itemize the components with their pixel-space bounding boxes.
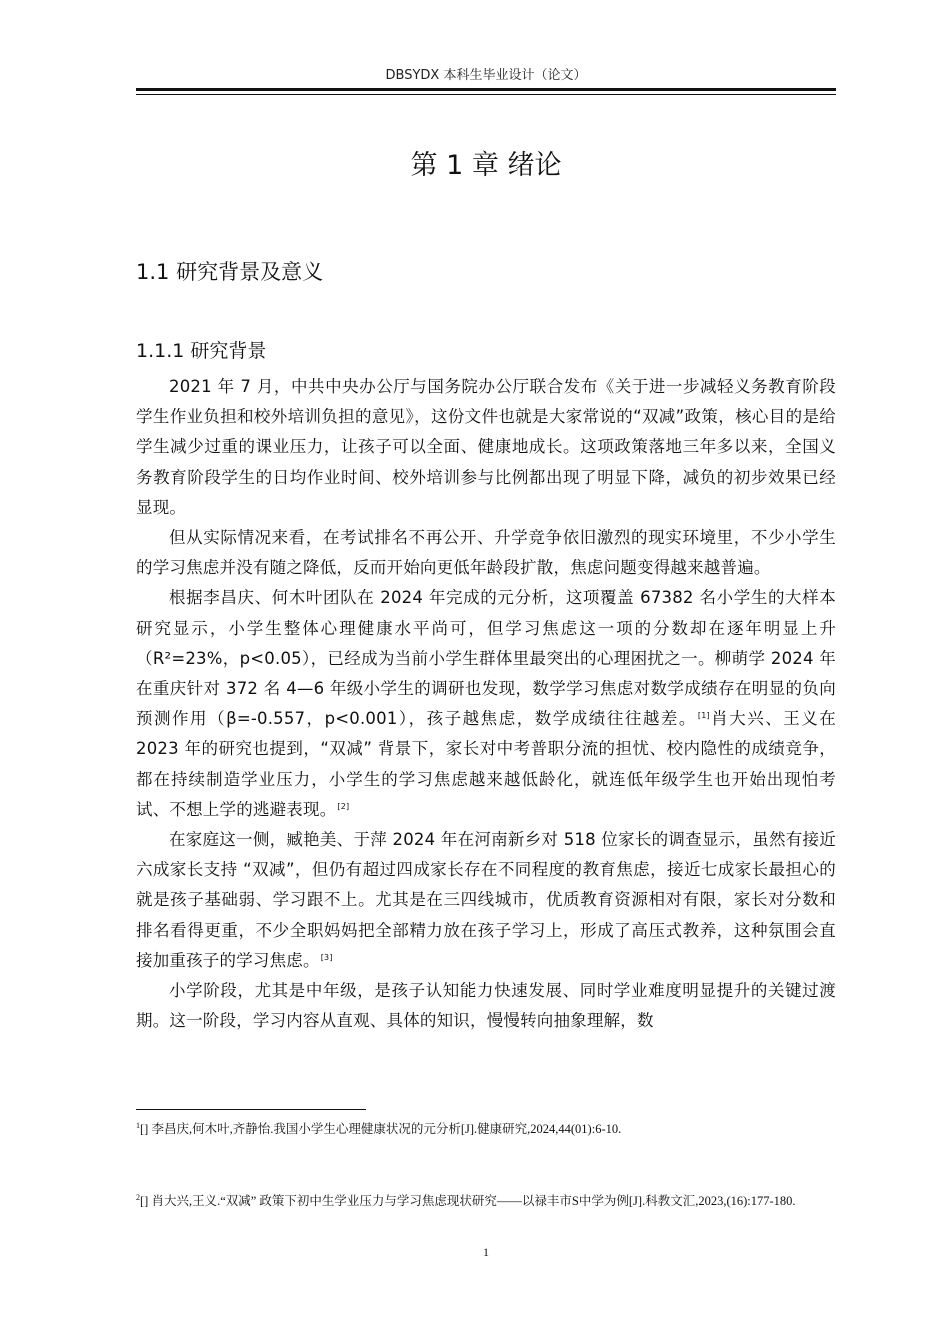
paragraph-5: 小学阶段，尤其是中年级，是孩子认知能力快速发展、同时学业难度明显提升的关键过渡期。这一阶段，学习内容从直观、具体的知识，慢慢转向抽象理解，数	[136, 981, 836, 1031]
paragraph-3-part-b: 肖大兴、王义在 2023 年的研究也提到，“双减” 背景下，家长对中考普职分流的担忧、校内隐性的成绩竞争，都在持续制造学业压力，小学生的学习焦虑越来越低龄化，就连低年级学生也开始出现怕考试、不想上学的逃避表现。	[136, 709, 836, 819]
citation-ref-3: [3]	[320, 952, 333, 962]
paragraph-1: 2021 年 7 月，中共中央办公厅与国务院办公厅联合发布《关于进一步减轻义务教育阶段学生作业负担和校外培训负担的意见》，这份文件也就是大家常说的“双减”政策，核心目的是给学生减少过重的课业压力，让孩子可以全面、健康地成长。这项政策落地三年多以来，全国义务教育阶段学生的日均作业时间、校外培训参与比例都出现了明显下降，减负的初步效果已经显现。	[136, 377, 836, 517]
footnote-mark: 1	[136, 1121, 140, 1130]
subsection-title: 1.1.1 研究背景	[136, 340, 267, 362]
paragraph-2: 但从实际情况来看，在考试排名不再公开、升学竞争依旧激烈的现实环境里，不少小学生的学习焦虑并没有随之降低，反而开始向更低年龄段扩散，焦虑问题变得越来越普遍。	[136, 528, 836, 578]
paragraph-3	[136, 583, 836, 825]
section-title: 1.1 研究背景及意义	[136, 260, 324, 284]
citation-ref-2: [2]	[337, 801, 350, 811]
footnote-text: [] 李昌庆,何木叶,齐静怡.我国小学生心理健康状况的元分析[J].健康研究,2024,44(01):6-10.	[140, 1122, 622, 1136]
paragraph-4-text: 在家庭这一侧，臧艳美、于萍 2024 年在河南新乡对 518 位家长的调查显示，虽然有接近六成家长支持 “双减”，但仍有超过四成家长存在不同程度的教育焦虑，接近七成家长最担心的就是孩子基础弱、学习跟不上。尤其是在三四线城市，优质教育资源相对有限，家长对分数和排名看得更重，不少全职妈妈把全部精力放在孩子学习上，形成了高压式教养，这种氛围会直接加重孩子的学习焦虑。	[136, 830, 836, 970]
paragraph-3-part-a: 根据李昌庆、何木叶团队在 2024 年完成的元分析，这项覆盖 67382 名小学生的大样本研究显示，小学生整体心理健康水平尚可，但学习焦虑这一项的分数却在逐年明显上升（R²=23%，p<0.05），已经成为当前小学生群体里最突出的心理困扰之一。柳萌学 2024 年在重庆针对 372 名 4—6 年级小学生的调研也发现，数学学习焦虑对数学成绩存在明显的负向预测作用（β=-0.557，p<0.001），孩子越焦虑，数学成绩往往越差。	[136, 588, 836, 729]
footnote-separator	[136, 1109, 366, 1110]
running-header: DBSYDX 本科生毕业设计（论文）	[385, 68, 587, 83]
footnote-1	[136, 1120, 836, 1139]
paragraph-4	[136, 825, 836, 976]
footnote-2	[136, 1192, 836, 1211]
footnote-text: [] 肖大兴,王义.“双减” 政策下初中生学业压力与学习焦虑现状研究——以禄丰市S中学为例[J].科教文汇,2023,(16):177-180.	[140, 1194, 796, 1208]
header-rule-thick	[136, 88, 836, 91]
page-number: 1	[483, 1245, 489, 1259]
citation-ref-1: [1]	[697, 711, 710, 721]
body-text	[136, 372, 836, 1036]
header-rule-thin	[136, 94, 836, 95]
chapter-title: 第 1 章 绪论	[410, 150, 562, 181]
footnote-mark: 2	[136, 1193, 140, 1202]
